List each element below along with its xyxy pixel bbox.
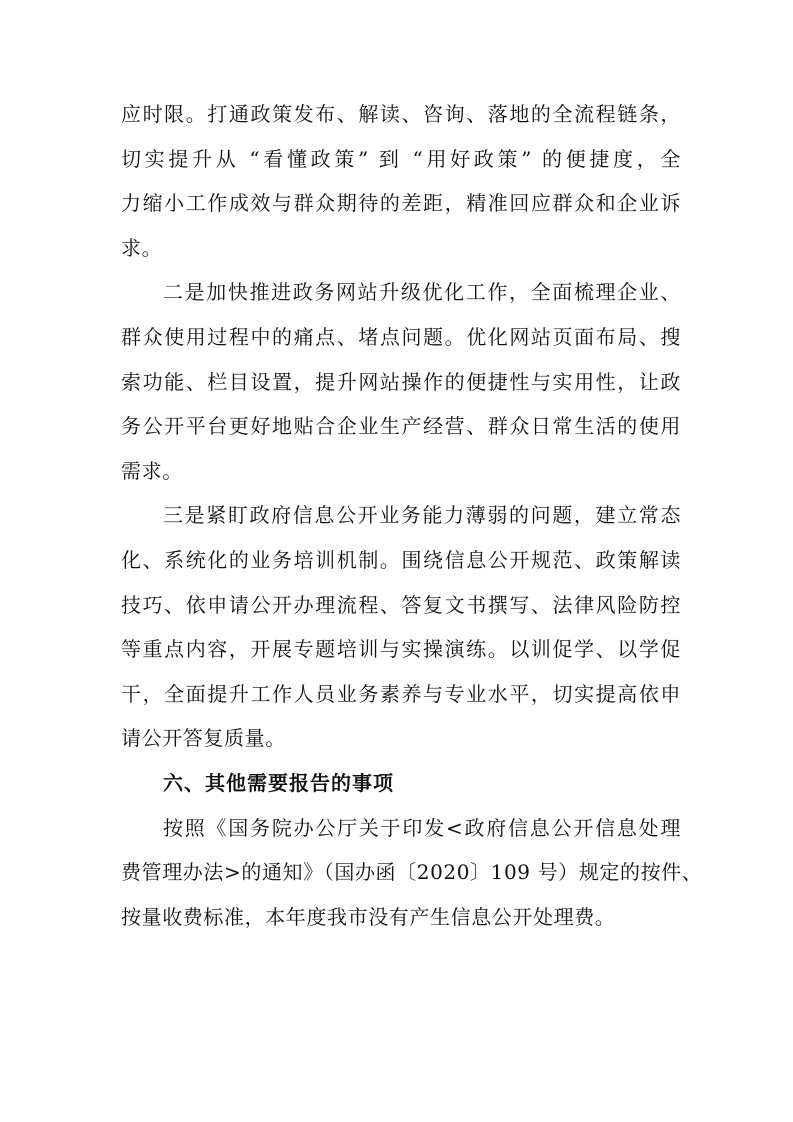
text-line: 二是加快推进政务网站升级优化工作，全面梳理企业、 [163,280,681,305]
text-line: 切实提升从 “看懂政策” 到 “用好政策” 的便捷度，全 [121,146,681,171]
text-line: 需求。 [121,458,183,483]
text-line: 干，全面提升工作人员业务素养与专业水平，切实提高依申 [121,681,681,706]
paragraph-continuation [121,92,681,270]
text-line: 等重点内容，开展专题培训与实操演练。以训促学、以学促 [121,637,681,662]
text-line: 请公开答复质量。 [121,726,286,751]
text-line: 求。 [121,235,163,260]
text-line: 费管理办法>的通知》（国办函〔2020〕109 号）规定的按件、 [121,860,703,885]
text-line: 三是紧盯政府信息公开业务能力薄弱的问题，建立常态 [163,503,681,528]
text-line: 务公开平台更好地贴合企业生产经营、群众日常生活的使用 [121,414,681,439]
text-line: 化、系统化的业务培训机制。围绕信息公开规范、政策解读 [121,547,681,572]
paragraph-fees [121,806,703,940]
document-body [121,92,703,939]
text-line: 索功能、栏目设置，提升网站操作的便捷性与实用性，让政 [121,369,681,394]
paragraph-website-upgrade [121,270,681,493]
text-line: 应时限。打通政策发布、解读、咨询、落地的全流程链条， [121,102,681,126]
text-line: 群众使用过程中的痛点、堵点问题。优化网站页面布局、搜 [121,324,681,349]
text-line: 按照《国务院办公厅关于印发<政府信息公开信息处理 [163,815,681,840]
text-line: 按量收费标准，本年度我市没有产生信息公开处理费。 [121,904,616,929]
text-line: 技巧、依申请公开办理流程、答复文书撰写、法律风险防控 [121,592,681,617]
text-line: 力缩小工作成效与群众期待的差距，精准回应群众和企业诉 [121,191,681,216]
paragraph-training-mechanism [121,493,681,761]
section-heading: 六、其他需要报告的事项 [163,770,394,795]
